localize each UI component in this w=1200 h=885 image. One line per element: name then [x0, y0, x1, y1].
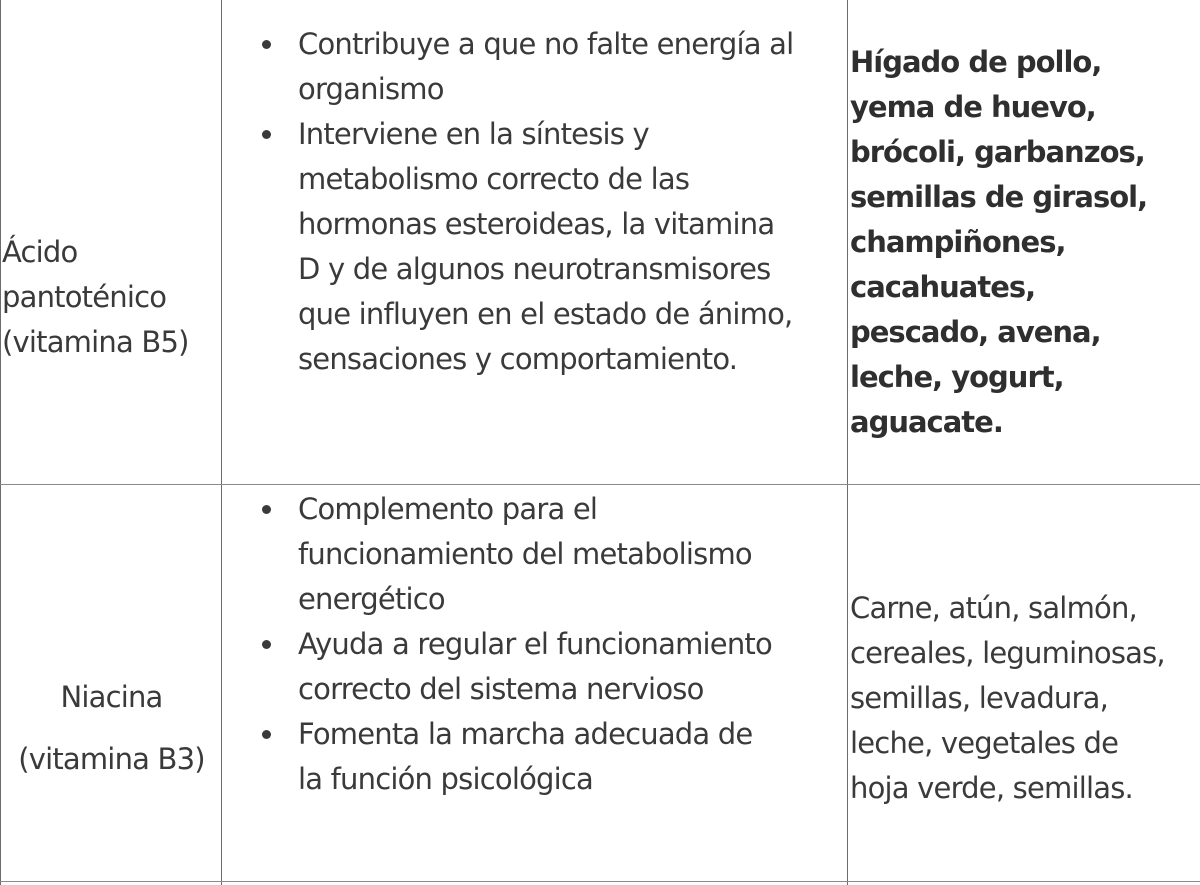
- vitamin-name-cell: [0, 485, 221, 881]
- list-item: Ayuda a regular el funcionamiento correcto del sistema nervioso: [252, 622, 772, 712]
- vitamin-subtitle: (vitamina B3): [18, 742, 205, 776]
- list-item: Complemento para el funcionamiento del metabolismo energético: [252, 487, 772, 622]
- benefits-list: [252, 487, 772, 802]
- vitamin-name: Ácido pantoténico (vitamina B5): [2, 234, 189, 359]
- foods-cell: [848, 485, 1200, 881]
- list-item: Contribuye a que no falte energía al organismo: [252, 22, 793, 112]
- food-sources: Carne, atún, salmón, cereales, leguminosas, semillas, levadura, leche, vegetales de hoja verde, semillas.: [850, 590, 1165, 805]
- benefits-cell: [252, 485, 847, 881]
- vitamin-name: Niacina: [60, 680, 163, 714]
- table-bottom-border: [0, 881, 1200, 882]
- table-row-b3: [0, 485, 1200, 881]
- list-item: Interviene en la síntesis y metabolismo correcto de las hormonas esteroideas, la vitamina D y de algunos neurotransmisores que influyen en el estado de ánimo, sensaciones y comportamiento.: [252, 112, 793, 382]
- vitamin-name-cell: [0, 0, 221, 484]
- benefits-list: [252, 22, 793, 382]
- food-sources: Hígado de pollo, yema de huevo, brócoli, garbanzos, semillas de girasol, champiñones, cacahuates, pescado, avena, leche, yogurt, aguacate.: [850, 44, 1148, 439]
- foods-cell: [848, 0, 1200, 484]
- list-item: Fomenta la marcha adecuada de la función psicológica: [252, 712, 772, 802]
- benefits-cell: [252, 0, 847, 484]
